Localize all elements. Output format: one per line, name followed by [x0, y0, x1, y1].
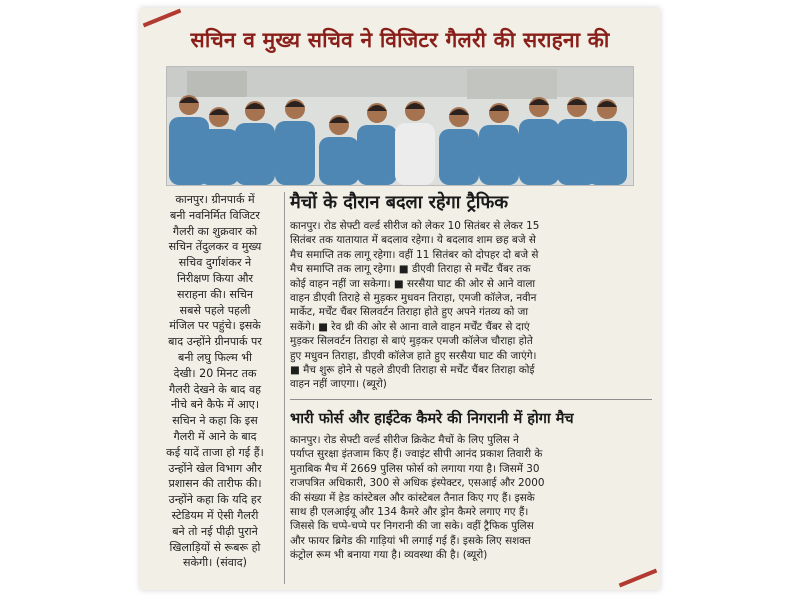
- left-column-line: बनी लघु फिल्म भी: [178, 350, 252, 364]
- left-column-line: मंजिल पर पहुंचे। इसके: [169, 319, 261, 333]
- security-article-line: राजपत्रित अधिकारी, 300 से अधिक इंस्पेक्टर, एसआई और 2000: [290, 477, 545, 490]
- corner-mark-top-left: [143, 9, 182, 28]
- left-column-line: बाद उन्होंने ग्रीनपार्क पर: [168, 335, 262, 349]
- article-divider: [290, 399, 652, 400]
- left-column-line: देखी। 20 मिनट तक: [173, 366, 257, 380]
- left-column-line: नीचे बने कैफे में आए।: [170, 398, 260, 412]
- left-column-line: गैलरी में आने के बाद: [173, 429, 257, 443]
- security-article-line: कंट्रोल रूम भी बनाया गया है। व्यवस्था की है। (ब्यूरो): [290, 549, 488, 562]
- left-column-line: उन्होंने खेल विभाग और: [168, 461, 262, 475]
- left-column-line: सकेगी। (संवाद): [183, 556, 247, 570]
- left-column-line: कई यादें ताजा हो गई हैं।: [166, 445, 264, 459]
- person-body: [357, 125, 397, 185]
- left-column-line: सचिन तेंदुलकर व मुख्य: [168, 240, 262, 254]
- newspaper-clipping: [140, 8, 660, 590]
- left-column-line: गैलरी का शुक्रवार को: [172, 224, 258, 238]
- person-body: [275, 121, 315, 185]
- person-body: [319, 137, 359, 185]
- group-photo: [166, 66, 634, 186]
- group-photo-illustration: [167, 67, 633, 185]
- person-body: [587, 121, 627, 185]
- person-body: [235, 123, 275, 185]
- traffic-article: [290, 190, 652, 392]
- traffic-article-line: वाहन नहीं जाएगा। (ब्यूरो): [290, 378, 387, 391]
- traffic-article-line: ■ मैच शुरू होने से पहले डीएवी तिराहा से मर्चेंट चैंबर तिराहा कोई: [290, 364, 535, 377]
- traffic-article-line: सितंबर तक यातायात में बदलाव रहेगा। ये बदलाव शाम छह बजे से: [290, 234, 536, 247]
- left-column-line: सचिव दुर्गाशंकर ने: [178, 256, 252, 270]
- left-column-line: खिलाड़ियों से रूबरू हो: [169, 540, 261, 554]
- left-column-line: प्रशासन की तारीफ की।: [168, 477, 262, 491]
- traffic-article-body: [290, 219, 652, 392]
- person-body: [479, 125, 519, 185]
- traffic-article-line: वाहन डीएवी तिराहे से मुड़कर मुधवन तिराहा, एमजी कॉलेज, नवीन: [290, 292, 537, 305]
- person-body: [519, 119, 559, 185]
- left-column-line: बने तो नई पीढ़ी पुराने: [172, 524, 258, 538]
- security-article-line: पर्याप्त सुरक्षा इंतजाम किए हैं। ज्वाइंट सीपी आनंद प्रकाश तिवारी के: [290, 448, 543, 461]
- security-article-line: की संख्या में हेड कांस्टेबल और कांस्टेबल तैनात किए गए हैं। इसके: [290, 491, 535, 504]
- left-column-line: बनी नवनिर्मित विजिटर: [170, 208, 260, 222]
- left-column-line: कानपुर। ग्रीनपार्क में: [175, 193, 255, 206]
- traffic-article-line: मार्केट, मर्चेंट चैंबर सिलवर्टन तिराहा होते हुए अपने गंतव्य को जा: [290, 306, 529, 319]
- traffic-article-heading: मैचों के दौरान बदला रहेगा ट्रैफिक: [290, 192, 509, 213]
- security-article-line: साथ ही एलआईयू और 134 कैमरे और ड्रोन कैमरे लगाए गए हैं।: [290, 505, 529, 518]
- left-column-line: सराहना की। सचिन: [176, 287, 254, 301]
- person-body: [199, 129, 239, 185]
- left-column-line: गैलरी देखने के बाद वह: [168, 382, 262, 396]
- security-article-line: कानपुर। रोड सेफ्टी वर्ल्ड सीरीज क्रिकेट मैचों के लिए पुलिस ने: [290, 433, 519, 446]
- security-article-body: [290, 433, 652, 563]
- traffic-article-line: मैच समाप्ति तक लागू रहेगा। ■ डीएवी तिराहा से मर्चेंट चैंबर तक: [290, 263, 531, 276]
- left-column-line: निरीक्षण किया और: [176, 271, 254, 285]
- security-article: [290, 408, 652, 563]
- left-column-line: सबसे पहले पहली: [179, 303, 251, 317]
- traffic-article-line: मैच समाप्ति तक लागू रहेगा। वहीं 11 सितंबर को दोपहर दो बजे से: [290, 248, 539, 261]
- right-column: [290, 190, 652, 586]
- left-column-line: सचिन ने कहा कि इस: [172, 414, 258, 428]
- traffic-article-line: कानपुर। रोड सेफ्टी वर्ल्ड सीरीज को लेकर 10 सितंबर से लेकर 15: [290, 220, 540, 232]
- traffic-article-line: कोई वाहन नहीं जा सकेगा। ■ सरसैया घाट की ओर से आने वाला: [290, 277, 536, 290]
- security-article-line: और फायर ब्रिगेड की गाड़ियां भी लगाई गई हैं। इसके लिए सशक्त: [290, 534, 531, 547]
- security-article-heading: भारी फोर्स और हाईटेक कैमरे की निगरानी में होगा मैच: [290, 410, 574, 427]
- person-body: [439, 129, 479, 185]
- traffic-article-line: मुड़कर सिलवर्टन तिराहा से बाएं मुड़कर एमजी कॉलेज चौराहा होते: [290, 335, 533, 348]
- left-column-line: उन्होंने कहा कि यदि हर: [168, 493, 262, 507]
- traffic-article-line: सकेंगे। ■ रेव थ्री की ओर से आना वाले वाहन मर्चेंट चैंबर से दाएं: [290, 320, 530, 333]
- left-column-story: [146, 192, 285, 584]
- security-article-line: जिससे कि चप्पे-चप्पे पर निगरानी की जा सके। वहीं ट्रैफिक पुलिस: [290, 520, 534, 533]
- security-article-line: मुताबिक मैच में 2669 पुलिस फोर्स को लगाया गया है। जिसमें 30: [290, 462, 540, 475]
- main-headline: सचिन व मुख्य सचिव ने विजिटर गैलरी की सराहना की: [190, 28, 610, 52]
- left-column-line: स्टेडियम में ऐसी गैलरी: [171, 508, 259, 522]
- traffic-article-line: हुए मधुवन तिराहा, डीएवी कॉलेज हाते हुए सरसैया घाट की जाएंगे।: [290, 349, 537, 362]
- left-column-lines: [146, 192, 284, 571]
- person-body: [395, 123, 435, 185]
